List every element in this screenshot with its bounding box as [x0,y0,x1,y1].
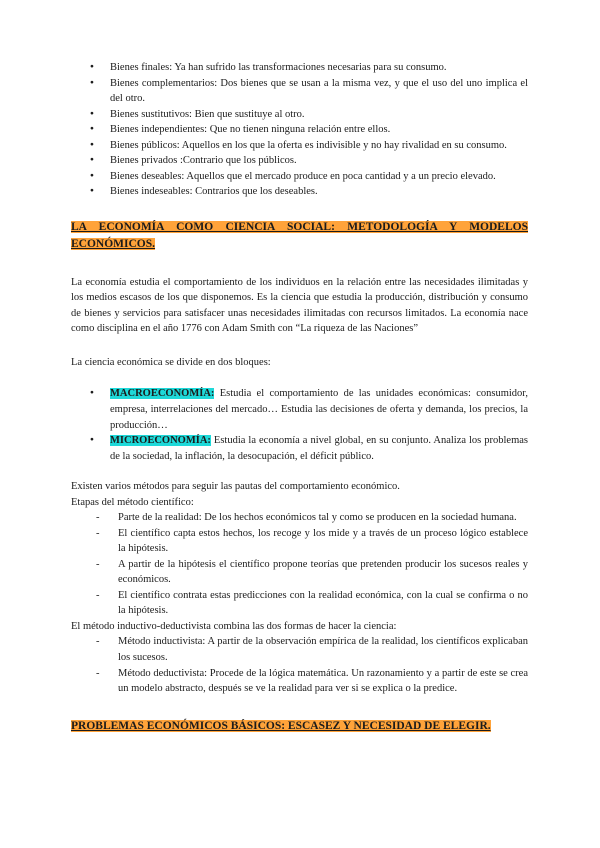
list-item [71,169,528,185]
list-item [71,666,528,697]
bullet-icon: ● [90,125,94,133]
list-item-text: El científico contrata estas predicciones con la realidad económica, con la cual se confirma o no la hipótesis. [118,589,528,617]
list-item-text: Método inductivista: A partir de la observación empírica de la realidad, los científicos explicaban los sucesos. [118,636,528,663]
list-item [71,588,528,619]
section-heading-metodologia [71,219,528,253]
etapas-paragraph: Etapas del método científico: [71,496,194,508]
list-item [71,60,528,76]
economy-branches-list [71,386,528,464]
bullet-icon: ● [90,140,94,148]
list-item [71,122,528,138]
inductive-deductive-list [71,634,528,696]
bullet-icon: ● [90,156,94,164]
list-item-text: A partir de la hipótesis el científico propone teorías que pretenden producir los sucesos reales y económicos. [118,558,528,586]
list-item-text: Bienes deseables: Aquellos que el mercado produce en poca cantidad y a un precio elevado. [110,170,496,182]
list-item [71,526,528,557]
list-item [71,433,528,464]
dash-icon: - [96,667,100,679]
dash-icon: - [96,589,100,601]
list-item-text: Bienes privados :Contrario que los públicos. [110,155,297,167]
bullet-icon: ● [90,78,94,86]
dash-icon: - [96,558,100,570]
list-item-text: Bienes públicos: Aquellos en los que la oferta es indivisible y no hay rivalidad en su consumo. [110,139,507,151]
dash-icon: - [96,636,100,648]
methods-paragraph: Existen varios métodos para seguir las pautas del comportamiento económico. [71,481,400,493]
term-microeconomia: MICROECONOMÍA: [110,435,211,447]
bullet-icon: ● [90,187,94,195]
scientific-method-steps [71,510,528,619]
list-item [71,138,528,154]
heading-highlight: LA ECONOMÍA COMO CIENCIA SOCIAL: METODOLOGÍA Y MODELOS ECONÓMICOS. [71,220,528,250]
bullet-icon: ● [90,436,94,444]
list-item-text: Bienes indeseables: Contrarios que los deseables. [110,186,318,198]
dash-icon: - [96,512,100,524]
list-item-text: Bienes finales: Ya han sufrido las transformaciones necesarias para su consumo. [110,62,447,73]
dash-icon: - [96,527,100,539]
intro-paragraph: La economía estudia el comportamiento de los individuos en la relación entre las necesidades ilimitadas y los medios escasos de los que disponemos. Es la ciencia que estudia la producción, distribución y consumo de bienes y servicios para satisfacer unas necesidades ilimitadas con recursos limitados. La economía nace como disciplina en el año 1776 con Adam Smith con “La riqueza de las Naciones” [71,276,528,335]
list-item-text: Bienes complementarios: Dos bienes que se usan a la misma vez, y que el uso del uno implica el del otro. [110,77,528,105]
list-item [71,76,528,107]
heading-highlight: PROBLEMAS ECONÓMICOS BÁSICOS: ESCASEZ Y NECESIDAD DE ELEGIR. [71,719,491,732]
term-definition: Estudia la economía a nivel global, en su conjunto. Analiza los problemas de la sociedad, la inflación, la desocupación, el déficit público. [110,435,528,462]
list-item-text: Método deductivista: Procede de la lógica matemática. Un razonamiento y a partir de este se crea un modelo abstracto, después se ve la realidad para ver si se explica o la predice. [118,667,528,695]
bullet-icon: ● [90,63,94,70]
goods-types-list [71,60,528,200]
bullet-icon: ● [90,171,94,179]
bullet-icon: ● [90,109,94,117]
term-definition: Estudia el comportamiento de las unidades económicas: consumidor, empresa, interrelaciones del mercado… Estudia las decisiones de oferta y demanda, los precios, la producción… [110,388,529,431]
list-item [71,510,528,526]
list-item-text: El científico capta estos hechos, los recoge y los mide y a través de un proceso lógico establece la hipótesis. [118,527,528,555]
list-item [71,386,528,433]
section-heading-problemas [71,718,528,735]
list-item [71,153,528,169]
list-item-text: Parte de la realidad: De los hechos económicos tal y como se producen en la sociedad humana. [118,512,517,524]
list-item [71,557,528,588]
term-macroeconomia: MACROECONOMÍA: [110,388,215,400]
list-item-text: Bienes sustitutivos: Bien que sustituye al otro. [110,108,305,120]
list-item [71,634,528,665]
list-item [71,184,528,200]
combine-paragraph: El método inductivo-deductivista combina las dos formas de hacer la ciencia: [71,620,397,632]
bullet-icon: ● [90,389,94,397]
divide-paragraph: La ciencia económica se divide en dos bloques: [71,356,271,368]
list-item-text: Bienes independientes: Que no tienen ninguna relación entre ellos. [110,124,391,136]
list-item [71,107,528,123]
